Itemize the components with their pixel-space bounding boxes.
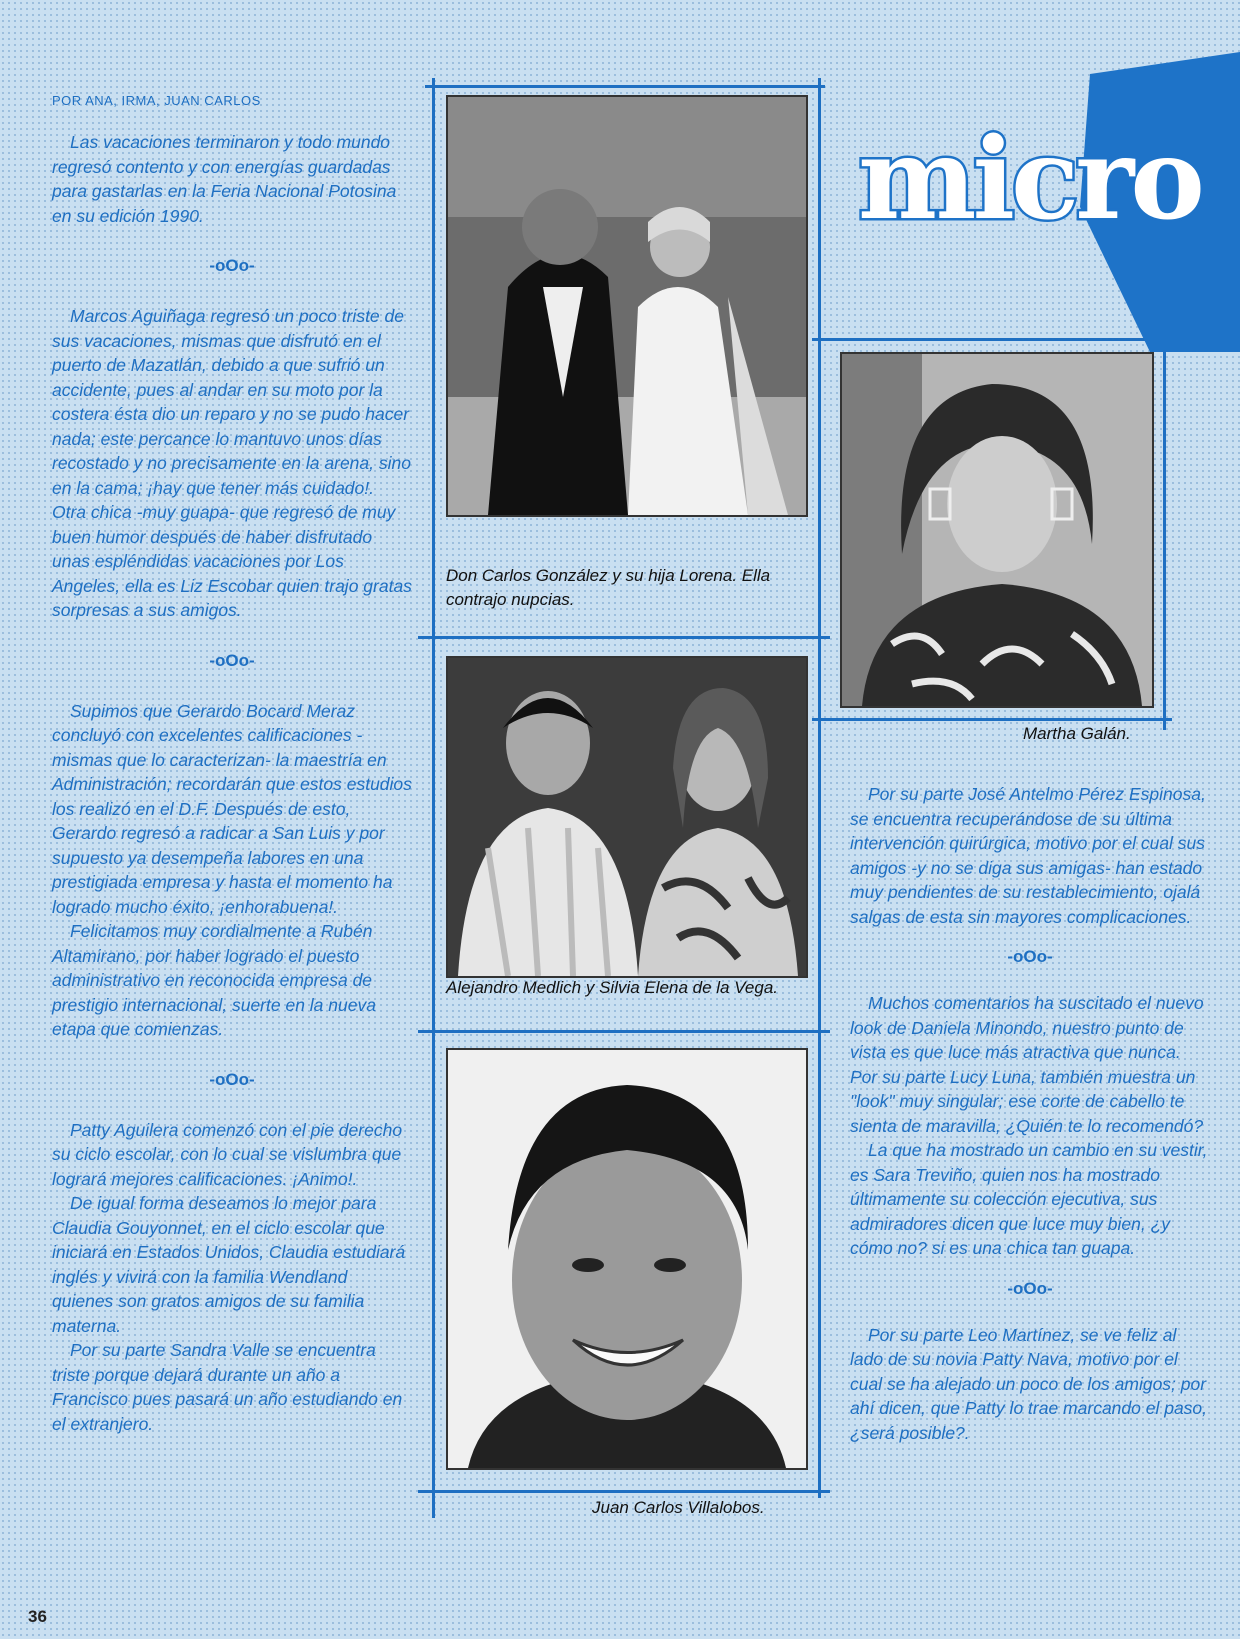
frame-rule-martha-bottom [812, 718, 1172, 721]
frame-rule-left [432, 78, 435, 1518]
paragraph: Por su parte Sandra Valle se encuentra triste porque dejará durante un año a Francisco pues pasará un año estudiando en el extranjero. [52, 1340, 403, 1434]
martha-photo-image [842, 354, 1152, 706]
separator: -oOo- [209, 1069, 255, 1089]
separator: -oOo- [209, 650, 255, 670]
caption-wedding: Don Carlos González y su hija Lorena. Ella contrajo nupcias. [446, 566, 771, 609]
left-column [52, 130, 412, 1436]
paragraph: La que ha mostrado un cambio en su vestir, es Sara Treviño, quien nos ha mostrado últimamente su colección ejecutiva, sus admiradores dicen que luce muy bien, ¿y cómo no? si es una chica tan guapa. [850, 1140, 1208, 1258]
frame-rule-h2 [418, 1030, 830, 1033]
paragraph: Las vacaciones terminaron y todo mundo regresó contento y con energías guardadas para gastarlas en la Feria Nacional Potosina en su edición 1990. [52, 132, 397, 226]
boy-photo-image [448, 1050, 806, 1468]
frame-rule-h3 [418, 1490, 830, 1493]
caption-martha: Martha Galán. [1023, 724, 1131, 743]
right-column [850, 782, 1210, 1445]
paragraph: Supimos que Gerardo Bocard Meraz concluyó con excelentes calificaciones -mismas que lo caracterizan- la maestría en Administración; recordarán que estos estudios los realizó en el D.F. Después de esto, Gerardo regresó a radicar a San Luis y por supuesto ya desempeña labores en una prestigiada empresa y hasta el momento ha logrado mucho éxito, ¡enhorabuena!. [52, 700, 412, 917]
logo-art [850, 52, 1240, 352]
photo-martha [840, 352, 1154, 708]
paragraph: Felicitamos muy cordialmente a Rubén Altamirano, por haber logrado el puesto administrativo en reconocida empresa de prestigio internacional, suerte en la nueva etapa que comienzas. [52, 921, 376, 1039]
section-logo [850, 52, 1240, 352]
wedding-photo-image [448, 97, 806, 515]
photo-couple [446, 656, 808, 978]
page-number: 36 [28, 1607, 47, 1626]
separator: -oOo- [209, 256, 255, 275]
caption-boy: Juan Carlos Villalobos. [592, 1498, 765, 1517]
frame-rule-h1 [418, 636, 830, 639]
paragraph: Muchos comentarios ha suscitado el nuevo look de Daniela Minondo, nuestro punto de vista es que luce más atractiva que nunca. Por su parte Lucy Luna, también muestra un "look" muy singular; ese corte de cabello te sienta de maravilla, ¿Quién te lo recomendó? [850, 993, 1204, 1136]
paragraph: Por su parte Leo Martínez, se ve feliz al lado de su novia Patty Nava, motivo por el cual se ha alejado un poco de los amigos; por ahí dicen, que Patty lo trae marcando el paso, ¿será posible?. [850, 1324, 1208, 1443]
frame-rule-mid [818, 78, 821, 1498]
byline: POR ANA, IRMA, JUAN CARLOS [52, 93, 261, 108]
frame-rule-right [1163, 330, 1166, 730]
masthead-text: micro [858, 114, 1201, 245]
couple-photo-image [448, 658, 806, 976]
paragraph: Por su parte José Antelmo Pérez Espinosa, se encuentra recuperándose de su última intervención quirúrgica, motivo por el cual sus amigos -y no se diga sus amigas- han estado muy pendientes de su restablecimiento, ojalá salgas de esta sin mayores complicaciones. [850, 784, 1206, 927]
caption-couple: Alejandro Medlich y Silvia Elena de la Vega. [446, 978, 779, 997]
separator: -oOo- [1007, 1278, 1053, 1298]
paragraph: De igual forma deseamos lo mejor para Claudia Gouyonnet, en el ciclo escolar que iniciará en Estados Unidos, Claudia estudiará inglés y vivirá con la familia Wendland quienes son gratos amigos de su familia materna. [52, 1193, 406, 1336]
frame-rule-top [425, 85, 825, 88]
photo-wedding [446, 95, 808, 517]
photo-boy [446, 1048, 808, 1470]
separator: -oOo- [1007, 947, 1053, 966]
paragraph: Marcos Aguiñaga regresó un poco triste de sus vacaciones, mismas que disfrutó en el puerto de Mazatlán, debido a que sufrió un accidente, pues al andar en su moto por la costera ésta dio un reparo y no se pudo hacer nada; este percance lo mantuvo unos días recostado y no precisamente en la arena, sino en la cama; ¡hay que tener más cuidado!. Otra chica -muy guapa- que regresó de muy buen humor después de haber disfrutado unas espléndidas vacaciones por Los Angeles, ella es Liz Escobar quien trajo gratas sorpresas a sus amigos. [52, 306, 412, 620]
paragraph: Patty Aguilera comenzó con el pie derecho su ciclo escolar, con lo cual se vislumbra que logrará mejores calificaciones. ¡Animo!. [52, 1119, 403, 1189]
